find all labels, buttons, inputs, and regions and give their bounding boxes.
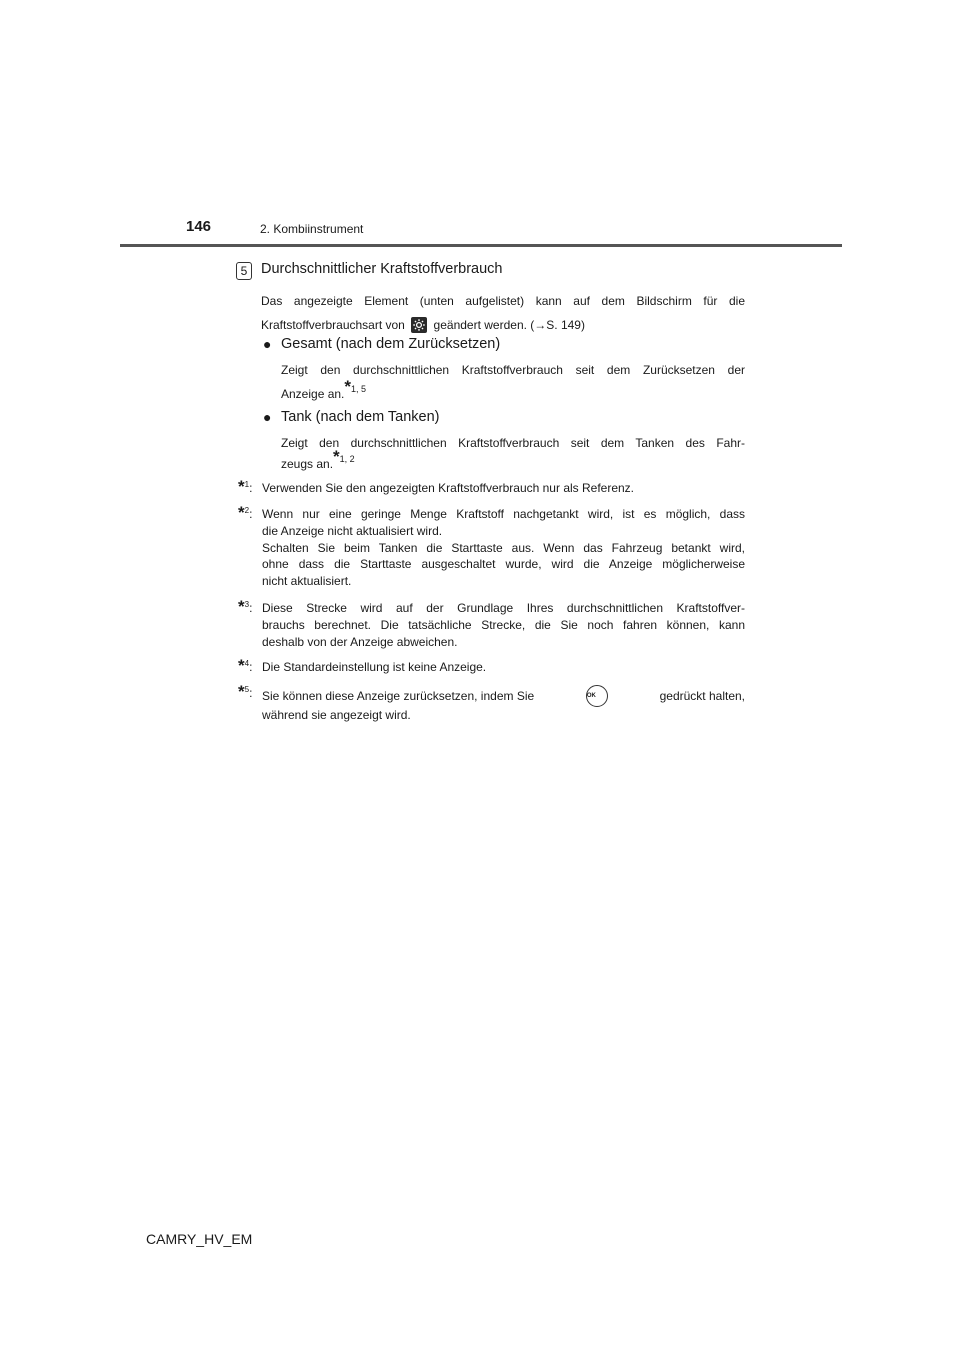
- page-number: 146: [186, 218, 212, 235]
- intro-text-b: geändert werden. (: [433, 318, 535, 332]
- footnote-line: während sie angezeigt wird.: [262, 708, 411, 722]
- footnote-text: gedrückt halten,: [659, 688, 745, 703]
- chapter-title: 2. Kombiinstrument: [260, 222, 364, 236]
- footnote-ref: *1, 2: [333, 447, 355, 466]
- section-number-badge: 5: [236, 262, 252, 280]
- footnote-3: [238, 597, 745, 650]
- section-title: Durchschnittlicher Kraftstoffverbrauch: [261, 261, 503, 277]
- item-desc-tank-line2: [281, 447, 745, 476]
- footnote-ref: *1, 5: [344, 377, 367, 396]
- header-rule: [120, 244, 842, 247]
- settings-gear-icon: [411, 317, 427, 333]
- item-desc-gesamt: Zeigt den durchschnittlichen Kraftstoffverbrauch seit dem Zurücksetzen der: [281, 363, 745, 377]
- section-intro-line2: [261, 313, 745, 337]
- bullet-icon: ●: [263, 336, 272, 352]
- footnote-line: Die Standardeinstellung ist keine Anzeige.: [262, 660, 487, 674]
- page-reference-link[interactable]: S. 149): [546, 318, 585, 332]
- footnote-1: [238, 477, 745, 497]
- footnote-line: Verwenden Sie den angezeigten Kraftstoffverbrauch nur als Referenz.: [262, 481, 635, 495]
- footnote-line: die Anzeige nicht aktualisiert wird.: [262, 523, 443, 538]
- footnote-marker: *$^3$:: [238, 597, 253, 616]
- footnote-line: Schalten Sie beim Tanken die Starttaste aus. Wenn das Fahrzeug betankt wird,: [262, 540, 745, 555]
- footnote-text: Sie können diese Anzeige zurücksetzen, indem Sie: [262, 688, 535, 703]
- footnote-line: deshalb von der Anzeige abweichen.: [262, 634, 458, 649]
- footnote-line: ohne dass die Starttaste ausgeschaltet wurde, wird die Anzeige möglicherweise: [262, 557, 745, 572]
- item-desc-gesamt-line2: [281, 377, 745, 406]
- footer-model-code: CAMRY_HV_EM: [146, 1231, 253, 1247]
- footnote-line: nicht aktualisiert.: [262, 574, 352, 589]
- footnote-marker: *$^4$:: [238, 656, 253, 675]
- footnote-2: [238, 503, 745, 590]
- ok-button-icon: OK: [586, 685, 608, 707]
- item-desc-text: zeugs an.: [281, 457, 334, 471]
- footnote-marker: *$^5$:: [238, 682, 253, 701]
- item-desc-tank: Zeigt den durchschnittlichen Kraftstoffverbrauch seit dem Tanken des Fahr-: [281, 436, 745, 450]
- bullet-icon: ●: [263, 409, 272, 425]
- footnote-line: brauchs berechnet. Die tatsächliche Strecke, die Sie noch fahren können, kann: [262, 617, 745, 632]
- footnote-marker: *$^1$:: [238, 477, 253, 496]
- footnote-line: [262, 685, 745, 707]
- arrow-symbol: →: [534, 318, 547, 332]
- footnote-4: [238, 656, 745, 676]
- item-title-tank: Tank (nach dem Tanken): [281, 409, 440, 425]
- footnote-5: [238, 682, 745, 724]
- footnote-marker: *$^2$:: [238, 503, 253, 522]
- section-intro: Das angezeigte Element (unten aufgelistet) kann auf dem Bildschirm für die: [261, 294, 745, 308]
- item-desc-text: Anzeige an.: [281, 387, 345, 401]
- footnote-line: Diese Strecke wird auf der Grundlage Ihres durchschnittlichen Kraftstoffver-: [262, 601, 745, 615]
- item-title-gesamt: Gesamt (nach dem Zurücksetzen): [281, 336, 501, 352]
- intro-text-a: Kraftstoffverbrauchsart von: [261, 318, 405, 332]
- footnote-line: Wenn nur eine geringe Menge Kraftstoff nachgetankt wird, ist es möglich, dass: [262, 507, 745, 521]
